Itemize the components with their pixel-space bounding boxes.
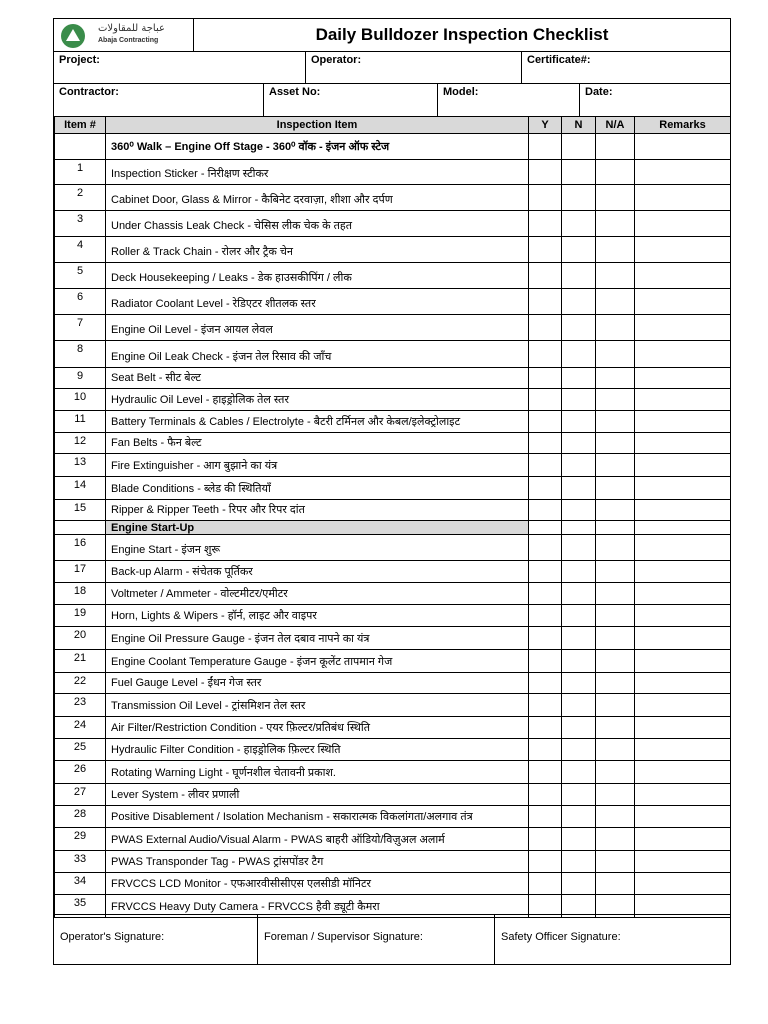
table-row — [55, 583, 731, 605]
remarks-cell[interactable] — [635, 828, 731, 851]
safety-officer-signature-field[interactable]: Safety Officer Signature: — [494, 915, 730, 964]
table-row — [55, 341, 731, 368]
operator-field[interactable]: Operator: — [305, 51, 521, 83]
table-row — [55, 873, 731, 895]
inspection-item-text: Back-up Alarm - संचेतक पूर्तिकर — [106, 561, 529, 583]
company-logo — [54, 19, 194, 51]
yes-cell[interactable] — [529, 185, 562, 211]
no-cell[interactable] — [562, 806, 596, 828]
remarks-cell[interactable] — [635, 761, 731, 784]
no-cell[interactable] — [562, 627, 596, 650]
item-number: 7 — [55, 315, 106, 341]
item-number: 1 — [55, 160, 106, 185]
table-row — [55, 784, 731, 806]
inspection-item-text: Hydraulic Oil Level - हाइड्रोलिक तेल स्तर — [106, 389, 529, 411]
na-cell[interactable] — [596, 389, 635, 411]
no-cell[interactable] — [562, 561, 596, 583]
inspection-item-text: Lever System - लीवर प्रणाली — [106, 784, 529, 806]
inspection-item-text: Inspection Sticker - निरीक्षण स्टीकर — [106, 160, 529, 185]
na-cell[interactable] — [596, 477, 635, 500]
table-row — [55, 650, 731, 673]
na-cell[interactable] — [596, 134, 635, 160]
no-cell[interactable] — [562, 341, 596, 368]
yes-cell[interactable] — [529, 561, 562, 583]
certificate-field[interactable]: Certificate#: — [521, 51, 730, 83]
yes-cell[interactable] — [529, 851, 562, 873]
yes-cell[interactable] — [529, 761, 562, 784]
remarks-cell[interactable] — [635, 341, 731, 368]
remarks-cell[interactable] — [635, 134, 731, 160]
na-cell[interactable] — [596, 784, 635, 806]
na-cell[interactable] — [596, 605, 635, 627]
no-cell — [562, 521, 596, 535]
date-field[interactable]: Date: — [579, 83, 730, 116]
inspection-item-text: Seat Belt - सीट बेल्ट — [106, 368, 529, 389]
remarks-cell[interactable] — [635, 673, 731, 694]
inspection-item-text: Under Chassis Leak Check - चेसिस लीक चेक के तहत — [106, 211, 529, 237]
section-num-cell — [55, 134, 106, 160]
inspection-item-text: Deck Housekeeping / Leaks - डेक हाउसकीपिंग / लीक — [106, 263, 529, 289]
remarks-cell[interactable] — [635, 454, 731, 477]
yes-cell[interactable] — [529, 806, 562, 828]
table-row — [55, 389, 731, 411]
table-row — [55, 673, 731, 694]
item-number: 25 — [55, 739, 106, 761]
inspection-item-text: Positive Disablement / Isolation Mechanism - सकारात्मक विकलांगता/अलगाव तंत्र — [106, 806, 529, 828]
table-row — [55, 368, 731, 389]
inspection-item-text: Engine Oil Level - इंजन आयल लेवल — [106, 315, 529, 341]
inspection-item-text: Ripper & Ripper Teeth - रिपर और रिपर दांत — [106, 500, 529, 521]
inspection-item-text: Fan Belts - फैन बेल्ट — [106, 433, 529, 454]
na-cell[interactable] — [596, 237, 635, 263]
item-number: 27 — [55, 784, 106, 806]
na-cell[interactable] — [596, 160, 635, 185]
yes-cell[interactable] — [529, 673, 562, 694]
remarks-cell[interactable] — [635, 368, 731, 389]
section-title-walk: 360⁰ Walk – Engine Off Stage - 360⁰ वॉक - इंजन ऑफ स्टेज — [106, 134, 529, 160]
inspection-item-text: Air Filter/Restriction Condition - एयर फ़िल्टर/प्रतिबंध स्थिति — [106, 717, 529, 739]
item-number: 33 — [55, 851, 106, 873]
remarks-cell[interactable] — [635, 263, 731, 289]
table-row — [55, 289, 731, 315]
logo-arabic-text: عباجة للمقاولات — [98, 23, 165, 34]
section-num-cell — [55, 521, 106, 535]
item-number: 24 — [55, 717, 106, 739]
inspection-item-text: Roller & Track Chain - रोलर और ट्रैक चेन — [106, 237, 529, 263]
inspection-item-text: Voltmeter / Ammeter - वोल्टमीटर/एमीटर — [106, 583, 529, 605]
yes-cell[interactable] — [529, 627, 562, 650]
project-field[interactable]: Project: — [59, 54, 100, 66]
remarks-cell[interactable] — [635, 583, 731, 605]
yes-cell — [529, 521, 562, 535]
remarks-cell[interactable] — [635, 561, 731, 583]
na-cell[interactable] — [596, 368, 635, 389]
table-row — [55, 185, 731, 211]
no-cell[interactable] — [562, 739, 596, 761]
table-row — [55, 411, 731, 433]
table-row — [55, 433, 731, 454]
item-number: 26 — [55, 761, 106, 784]
item-number: 9 — [55, 368, 106, 389]
na-cell — [596, 521, 635, 535]
remarks-cell[interactable] — [635, 694, 731, 717]
title-row — [54, 19, 730, 52]
no-cell[interactable] — [562, 851, 596, 873]
na-cell[interactable] — [596, 673, 635, 694]
table-row — [55, 477, 731, 500]
yes-cell[interactable] — [529, 237, 562, 263]
yes-cell[interactable] — [529, 717, 562, 739]
remarks-cell[interactable] — [635, 739, 731, 761]
logo-mark-icon — [61, 24, 85, 48]
no-cell[interactable] — [562, 315, 596, 341]
item-number: 16 — [55, 535, 106, 561]
table-header-row — [55, 117, 731, 134]
no-cell[interactable] — [562, 784, 596, 806]
item-number: 11 — [55, 411, 106, 433]
na-cell[interactable] — [596, 500, 635, 521]
inspection-item-text: Engine Oil Pressure Gauge - इंजन तेल दबाव नापने का यंत्र — [106, 627, 529, 650]
table-row — [55, 500, 731, 521]
no-cell[interactable] — [562, 535, 596, 561]
item-number: 22 — [55, 673, 106, 694]
yes-cell[interactable] — [529, 211, 562, 237]
yes-cell[interactable] — [529, 454, 562, 477]
section-row-startup — [55, 521, 731, 535]
col-inspection-item: Inspection Item — [106, 117, 529, 134]
yes-cell[interactable] — [529, 477, 562, 500]
no-cell[interactable] — [562, 761, 596, 784]
no-cell[interactable] — [562, 160, 596, 185]
no-cell[interactable] — [562, 263, 596, 289]
col-na: N/A — [596, 117, 635, 134]
no-cell[interactable] — [562, 389, 596, 411]
na-cell[interactable] — [596, 289, 635, 315]
item-number: 3 — [55, 211, 106, 237]
no-cell[interactable] — [562, 650, 596, 673]
item-number: 35 — [55, 895, 106, 918]
remarks-cell[interactable] — [635, 185, 731, 211]
item-number: 34 — [55, 873, 106, 895]
remarks-cell — [635, 521, 731, 535]
na-cell[interactable] — [596, 828, 635, 851]
col-remarks: Remarks — [635, 117, 731, 134]
yes-cell[interactable] — [529, 289, 562, 315]
inspection-item-text: PWAS External Audio/Visual Alarm - PWAS बाहरी ऑडियो/विज़ुअल अलार्म — [106, 828, 529, 851]
na-cell[interactable] — [596, 561, 635, 583]
no-cell[interactable] — [562, 583, 596, 605]
section-title-startup: Engine Start-Up — [106, 521, 529, 535]
col-item-number: Item # — [55, 117, 106, 134]
table-row — [55, 717, 731, 739]
table-row — [55, 694, 731, 717]
inspection-table — [54, 116, 731, 918]
no-cell[interactable] — [562, 411, 596, 433]
table-row — [55, 315, 731, 341]
item-number: 10 — [55, 389, 106, 411]
na-cell[interactable] — [596, 411, 635, 433]
remarks-cell[interactable] — [635, 717, 731, 739]
item-number: 15 — [55, 500, 106, 521]
item-number: 13 — [55, 454, 106, 477]
remarks-cell[interactable] — [635, 784, 731, 806]
no-cell[interactable] — [562, 500, 596, 521]
no-cell[interactable] — [562, 211, 596, 237]
yes-cell[interactable] — [529, 583, 562, 605]
yes-cell[interactable] — [529, 873, 562, 895]
no-cell[interactable] — [562, 717, 596, 739]
inspection-item-text: Engine Start - इंजन शुरू — [106, 535, 529, 561]
yes-cell[interactable] — [529, 389, 562, 411]
yes-cell[interactable] — [529, 411, 562, 433]
header-row-1 — [54, 51, 730, 84]
remarks-cell[interactable] — [635, 315, 731, 341]
yes-cell[interactable] — [529, 315, 562, 341]
item-number: 29 — [55, 828, 106, 851]
item-number: 14 — [55, 477, 106, 500]
page-title: Daily Bulldozer Inspection Checklist — [315, 25, 609, 44]
yes-cell[interactable] — [529, 535, 562, 561]
item-number: 2 — [55, 185, 106, 211]
table-row — [55, 211, 731, 237]
na-cell[interactable] — [596, 315, 635, 341]
yes-cell[interactable] — [529, 694, 562, 717]
checklist-form — [53, 18, 731, 965]
table-row — [55, 828, 731, 851]
table-row — [55, 739, 731, 761]
remarks-cell[interactable] — [635, 627, 731, 650]
item-number: 28 — [55, 806, 106, 828]
yes-cell[interactable] — [529, 828, 562, 851]
inspection-item-text: Radiator Coolant Level - रेडिएटर शीतलक स्तर — [106, 289, 529, 315]
no-cell[interactable] — [562, 477, 596, 500]
model-field[interactable]: Model: — [437, 83, 579, 116]
foreman-signature-field[interactable]: Foreman / Supervisor Signature: — [257, 915, 494, 964]
na-cell[interactable] — [596, 185, 635, 211]
na-cell[interactable] — [596, 454, 635, 477]
table-row — [55, 454, 731, 477]
col-no: N — [562, 117, 596, 134]
logo-english-text: Abaja Contracting — [98, 37, 159, 44]
inspection-item-text: Cabinet Door, Glass & Mirror - कैबिनेट दरवाज़ा, शीशा और दर्पण — [106, 185, 529, 211]
no-cell[interactable] — [562, 237, 596, 263]
remarks-cell[interactable] — [635, 500, 731, 521]
section-row-walk — [55, 134, 731, 160]
inspection-item-text: PWAS Transponder Tag - PWAS ट्रांसपोंडर टैग — [106, 851, 529, 873]
inspection-item-text: Fire Extinguisher - आग बुझाने का यंत्र — [106, 454, 529, 477]
remarks-cell[interactable] — [635, 873, 731, 895]
remarks-cell[interactable] — [635, 289, 731, 315]
no-cell[interactable] — [562, 454, 596, 477]
na-cell[interactable] — [596, 851, 635, 873]
item-number: 8 — [55, 341, 106, 368]
item-number: 4 — [55, 237, 106, 263]
item-number: 18 — [55, 583, 106, 605]
inspection-item-text: Rotating Warning Light - घूर्णनशील चेतावनी प्रकाश. — [106, 761, 529, 784]
yes-cell[interactable] — [529, 134, 562, 160]
inspection-item-text: Fuel Gauge Level - ईंधन गेज स्तर — [106, 673, 529, 694]
table-row — [55, 263, 731, 289]
no-cell[interactable] — [562, 185, 596, 211]
no-cell[interactable] — [562, 289, 596, 315]
item-number: 20 — [55, 627, 106, 650]
no-cell[interactable] — [562, 605, 596, 627]
na-cell[interactable] — [596, 806, 635, 828]
asset-no-field[interactable]: Asset No: — [263, 83, 437, 116]
table-row — [55, 160, 731, 185]
signature-row — [54, 914, 730, 964]
col-yes: Y — [529, 117, 562, 134]
table-row — [55, 851, 731, 873]
na-cell[interactable] — [596, 873, 635, 895]
yes-cell[interactable] — [529, 263, 562, 289]
inspection-item-text: Horn, Lights & Wipers - हॉर्न, लाइट और वाइपर — [106, 605, 529, 627]
no-cell[interactable] — [562, 673, 596, 694]
inspection-item-text: FRVCCS LCD Monitor - एफआरवीसीसीएस एलसीडी मॉनिटर — [106, 873, 529, 895]
yes-cell[interactable] — [529, 368, 562, 389]
na-cell[interactable] — [596, 433, 635, 454]
inspection-item-text: FRVCCS Heavy Duty Camera - FRVCCS हैवी ड्यूटी कैमरा — [106, 895, 529, 918]
remarks-cell[interactable] — [635, 806, 731, 828]
na-cell[interactable] — [596, 739, 635, 761]
yes-cell[interactable] — [529, 784, 562, 806]
item-number: 17 — [55, 561, 106, 583]
no-cell[interactable] — [562, 828, 596, 851]
na-cell[interactable] — [596, 717, 635, 739]
contractor-field[interactable]: Contractor: — [59, 86, 119, 98]
na-cell[interactable] — [596, 535, 635, 561]
table-row — [55, 237, 731, 263]
yes-cell[interactable] — [529, 160, 562, 185]
na-cell[interactable] — [596, 211, 635, 237]
no-cell[interactable] — [562, 433, 596, 454]
no-cell[interactable] — [562, 873, 596, 895]
item-number: 19 — [55, 605, 106, 627]
remarks-cell[interactable] — [635, 477, 731, 500]
inspection-item-text: Engine Coolant Temperature Gauge - इंजन कूलेंट तापमान गेज — [106, 650, 529, 673]
item-number: 5 — [55, 263, 106, 289]
remarks-cell[interactable] — [635, 411, 731, 433]
inspection-item-text: Engine Oil Leak Check - इंजन तेल रिसाव की जाँच — [106, 341, 529, 368]
na-cell[interactable] — [596, 583, 635, 605]
remarks-cell[interactable] — [635, 535, 731, 561]
yes-cell[interactable] — [529, 739, 562, 761]
item-number: 23 — [55, 694, 106, 717]
no-cell[interactable] — [562, 368, 596, 389]
na-cell[interactable] — [596, 761, 635, 784]
yes-cell[interactable] — [529, 433, 562, 454]
header-row-2 — [54, 83, 730, 116]
remarks-cell[interactable] — [635, 211, 731, 237]
table-row — [55, 627, 731, 650]
remarks-cell[interactable] — [635, 605, 731, 627]
remarks-cell[interactable] — [635, 160, 731, 185]
na-cell[interactable] — [596, 627, 635, 650]
inspection-item-text: Blade Conditions - ब्लेड की स्थितियाँ — [106, 477, 529, 500]
table-row — [55, 535, 731, 561]
remarks-cell[interactable] — [635, 389, 731, 411]
yes-cell[interactable] — [529, 500, 562, 521]
item-number: 21 — [55, 650, 106, 673]
no-cell[interactable] — [562, 134, 596, 160]
yes-cell[interactable] — [529, 605, 562, 627]
na-cell[interactable] — [596, 263, 635, 289]
table-row — [55, 761, 731, 784]
inspection-item-text: Hydraulic Filter Condition - हाइड्रोलिक फ़िल्टर स्थिति — [106, 739, 529, 761]
remarks-cell[interactable] — [635, 851, 731, 873]
na-cell[interactable] — [596, 341, 635, 368]
table-row — [55, 806, 731, 828]
item-number: 6 — [55, 289, 106, 315]
yes-cell[interactable] — [529, 650, 562, 673]
table-row — [55, 605, 731, 627]
inspection-item-text: Transmission Oil Level - ट्रांसमिशन तेल स्तर — [106, 694, 529, 717]
item-number: 12 — [55, 433, 106, 454]
operator-signature-field[interactable]: Operator's Signature: — [60, 931, 165, 943]
remarks-cell[interactable] — [635, 433, 731, 454]
remarks-cell[interactable] — [635, 237, 731, 263]
inspection-item-text: Battery Terminals & Cables / Electrolyte - बैटरी टर्मिनल और केबल/इलेक्ट्रोलाइट — [106, 411, 529, 433]
na-cell[interactable] — [596, 694, 635, 717]
table-row — [55, 561, 731, 583]
na-cell[interactable] — [596, 650, 635, 673]
no-cell[interactable] — [562, 694, 596, 717]
remarks-cell[interactable] — [635, 650, 731, 673]
yes-cell[interactable] — [529, 341, 562, 368]
